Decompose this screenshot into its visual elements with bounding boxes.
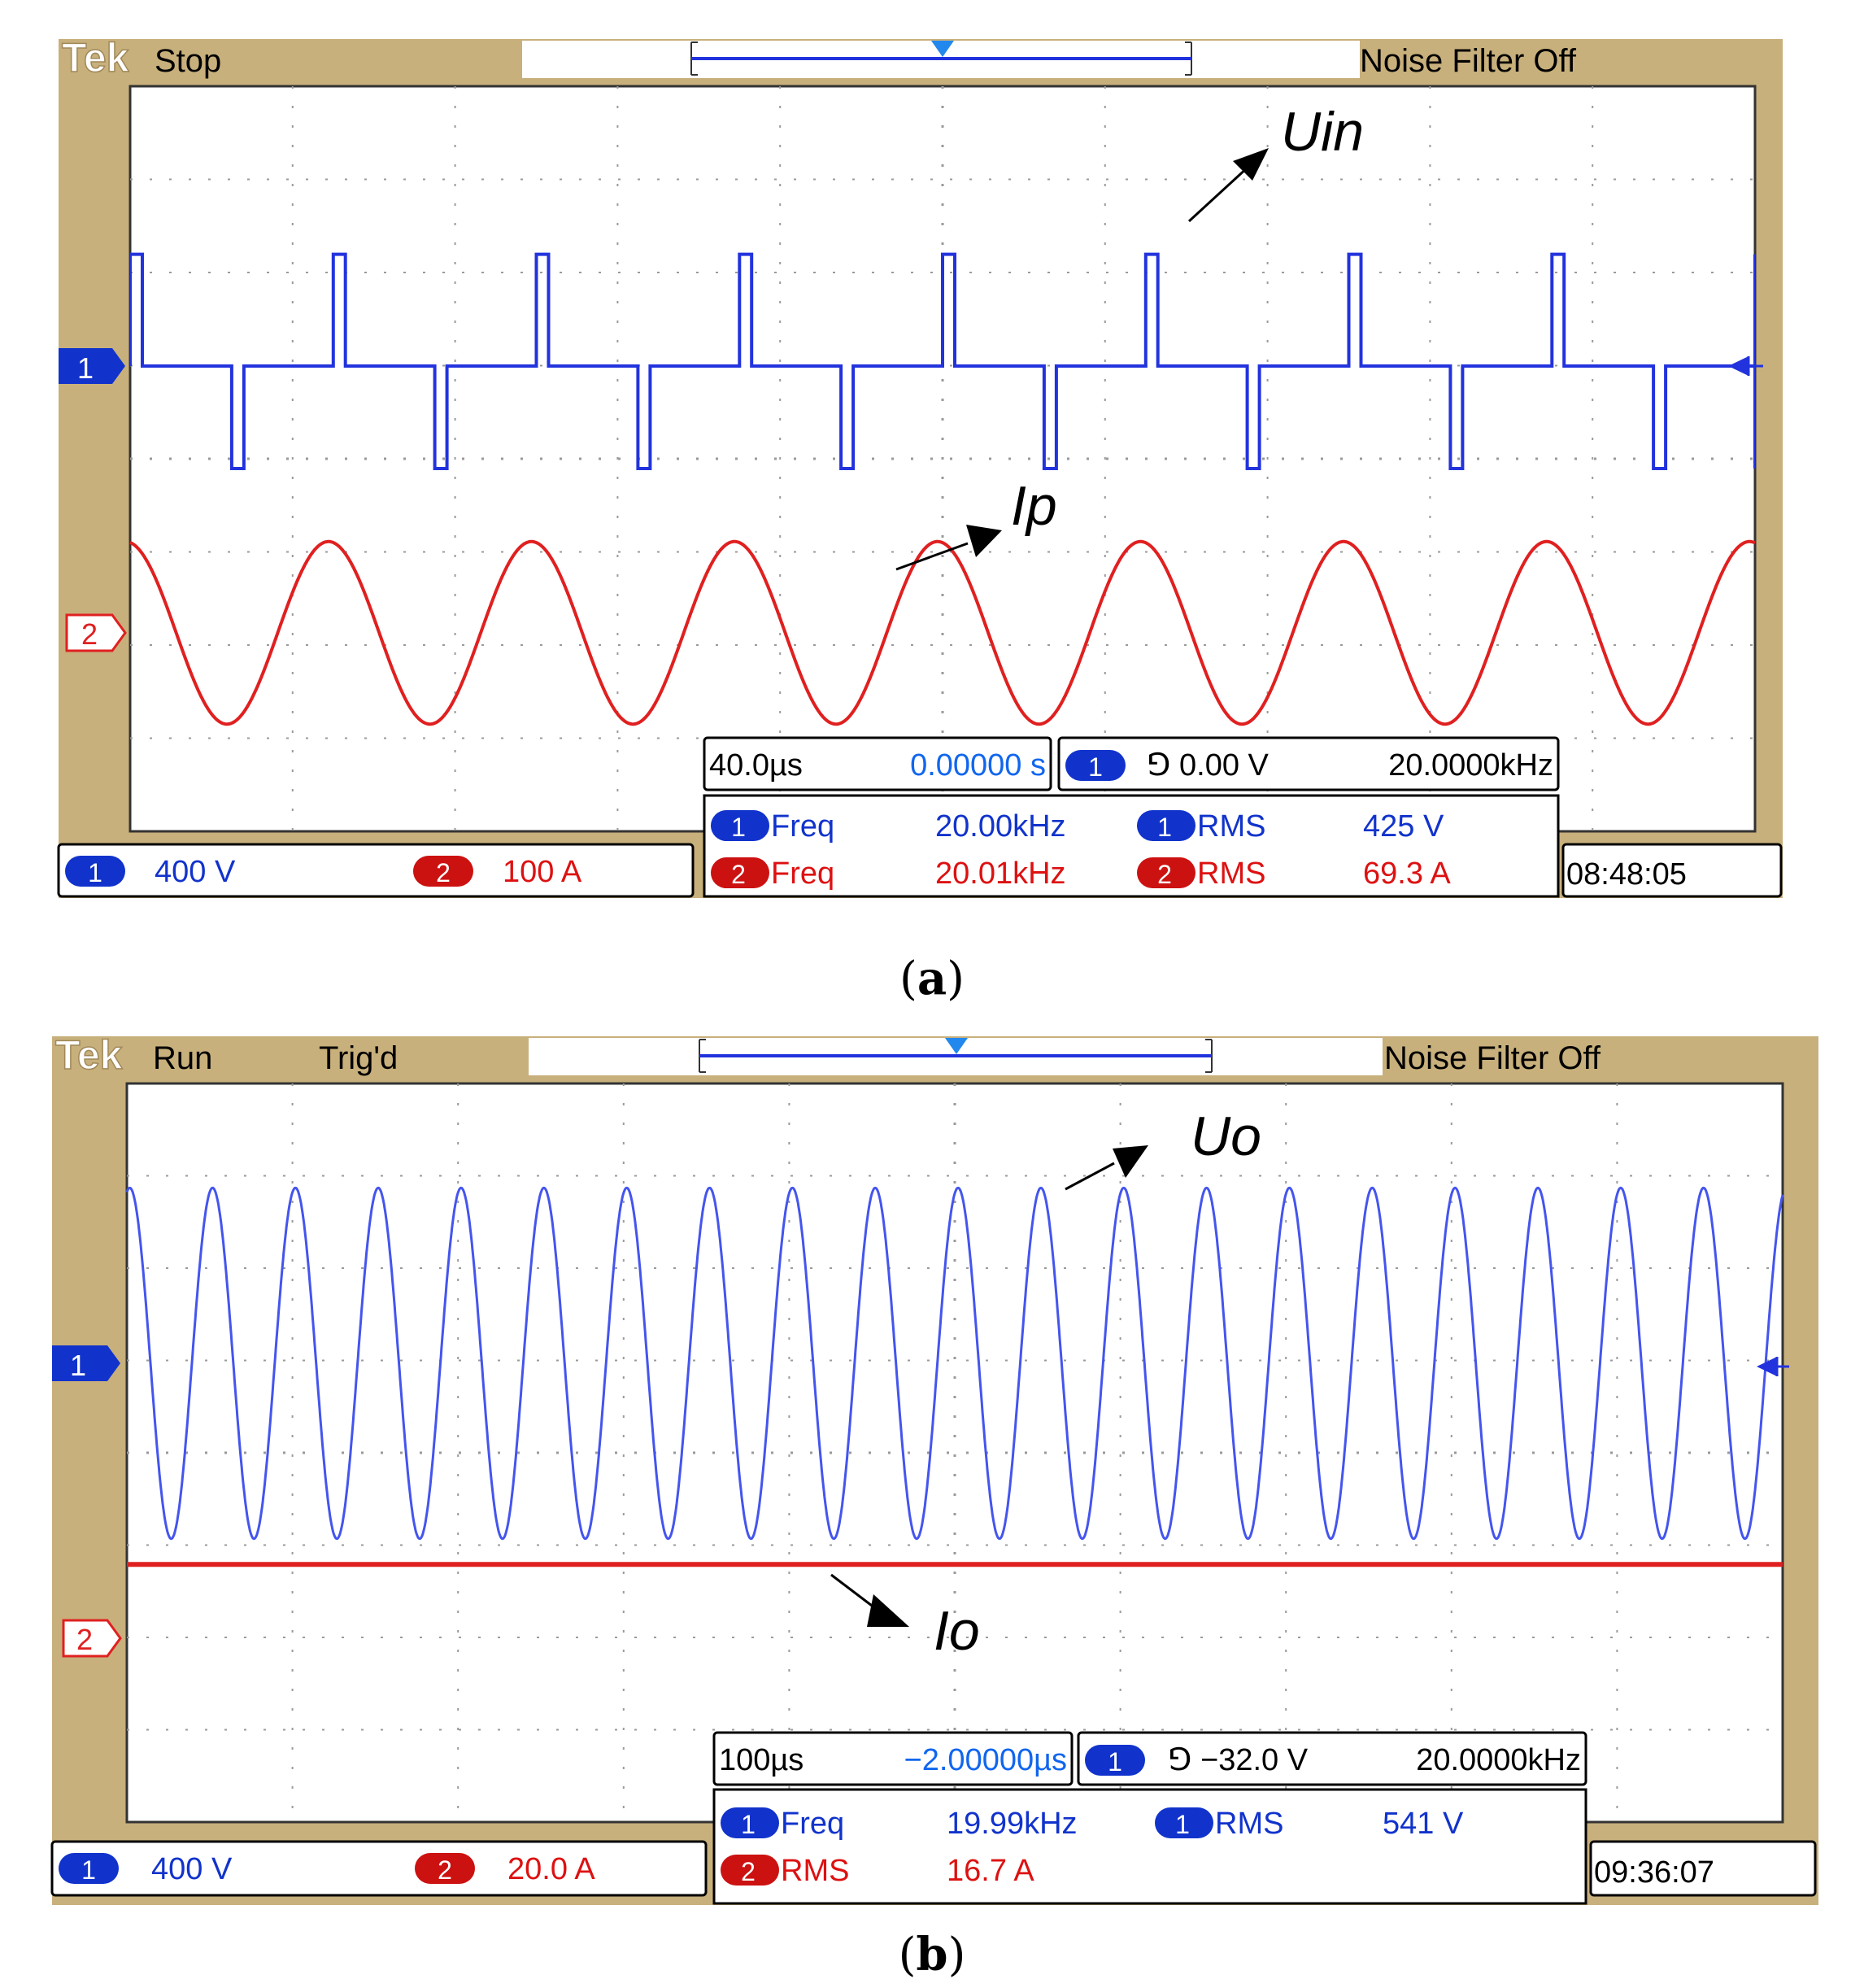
- channel-1-marker: [52, 1345, 120, 1382]
- svg-text:−2.00000µs: −2.00000µs: [904, 1743, 1067, 1777]
- svg-text:08:48:05: 08:48:05: [1566, 857, 1687, 892]
- trigger-readout: [1059, 738, 1558, 790]
- svg-text:RMS: RMS: [781, 1854, 850, 1888]
- svg-text:RMS: RMS: [1197, 809, 1266, 844]
- measurements-panel: [704, 796, 1558, 896]
- svg-text:⅁: ⅁: [1147, 748, 1171, 783]
- svg-text:1: 1: [1157, 813, 1172, 842]
- svg-text:20.0 A: 20.0 A: [507, 1852, 595, 1886]
- svg-text:0.00000 s: 0.00000 s: [910, 748, 1046, 783]
- svg-text:Freq: Freq: [771, 809, 835, 844]
- svg-text:19.99kHz: 19.99kHz: [947, 1807, 1078, 1841]
- svg-text:Io: Io: [934, 1600, 980, 1662]
- caption-b: (b): [898, 1928, 966, 1981]
- svg-text:20.0000kHz: 20.0000kHz: [1388, 748, 1553, 783]
- svg-text:1: 1: [81, 1855, 96, 1885]
- svg-text:20.01kHz: 20.01kHz: [935, 857, 1066, 891]
- brand-logo: Tek: [62, 35, 129, 81]
- svg-text:1: 1: [1108, 1747, 1122, 1777]
- channel-scales: [59, 844, 693, 896]
- clock-readout: [1563, 844, 1781, 896]
- svg-text:2: 2: [1157, 860, 1172, 889]
- noise-filter-status: Noise Filter Off: [1384, 1040, 1601, 1076]
- svg-text:400 V: 400 V: [155, 855, 236, 889]
- svg-text:2: 2: [76, 1623, 94, 1656]
- channel-2-marker: [63, 1620, 120, 1656]
- svg-text:Ip: Ip: [1011, 475, 1057, 537]
- svg-text:−32.0 V: −32.0 V: [1200, 1743, 1309, 1777]
- svg-text:⅁: ⅁: [1168, 1743, 1192, 1777]
- svg-text:2: 2: [438, 1855, 452, 1885]
- svg-text:541 V: 541 V: [1383, 1807, 1464, 1841]
- scope-b-svg: [0, 1001, 1864, 1988]
- svg-text:1: 1: [741, 1810, 756, 1839]
- svg-text:Uin: Uin: [1281, 101, 1365, 163]
- svg-text:425 V: 425 V: [1363, 809, 1444, 844]
- svg-text:RMS: RMS: [1197, 857, 1266, 891]
- svg-text:1: 1: [731, 813, 746, 842]
- caption-a: (a): [899, 952, 965, 1005]
- timebase-readout: [704, 738, 1051, 790]
- svg-text:100µs: 100µs: [719, 1743, 804, 1777]
- svg-text:2: 2: [731, 860, 746, 889]
- measurements-panel: [714, 1790, 1586, 1903]
- svg-text:20.0000kHz: 20.0000kHz: [1416, 1743, 1581, 1777]
- channel-scales: [52, 1842, 706, 1895]
- clock-readout: [1591, 1842, 1815, 1895]
- svg-text:16.7 A: 16.7 A: [947, 1854, 1034, 1888]
- acq-state: Run: [153, 1040, 213, 1076]
- svg-text:09:36:07: 09:36:07: [1594, 1855, 1714, 1890]
- svg-text:400 V: 400 V: [151, 1852, 233, 1886]
- trigger-readout: [1078, 1733, 1586, 1785]
- oscilloscope-b: [0, 1001, 1864, 1988]
- noise-filter-status: Noise Filter Off: [1360, 43, 1576, 79]
- svg-text:0.00 V: 0.00 V: [1179, 748, 1269, 783]
- svg-text:69.3 A: 69.3 A: [1363, 857, 1451, 891]
- svg-text:2: 2: [741, 1857, 756, 1886]
- trigger-state: Trig'd: [319, 1040, 398, 1076]
- svg-text:2: 2: [436, 858, 451, 887]
- channel-2-marker: [67, 615, 125, 651]
- svg-text:1: 1: [88, 858, 102, 887]
- svg-text:Freq: Freq: [771, 857, 835, 891]
- svg-text:RMS: RMS: [1215, 1807, 1284, 1841]
- svg-text:1: 1: [1088, 752, 1103, 782]
- svg-text:1: 1: [77, 351, 94, 385]
- timebase-readout: [714, 1733, 1072, 1785]
- svg-text:1: 1: [70, 1349, 87, 1382]
- svg-text:40.0µs: 40.0µs: [709, 748, 803, 783]
- svg-text:100 A: 100 A: [503, 855, 582, 889]
- brand-logo: Tek: [55, 1032, 123, 1078]
- svg-text:Freq: Freq: [781, 1807, 845, 1841]
- svg-text:20.00kHz: 20.00kHz: [935, 809, 1066, 844]
- channel-1-marker: [59, 348, 125, 385]
- svg-text:2: 2: [81, 617, 98, 651]
- svg-text:1: 1: [1175, 1810, 1190, 1839]
- acq-state: Stop: [155, 43, 222, 79]
- svg-text:Uo: Uo: [1191, 1105, 1261, 1167]
